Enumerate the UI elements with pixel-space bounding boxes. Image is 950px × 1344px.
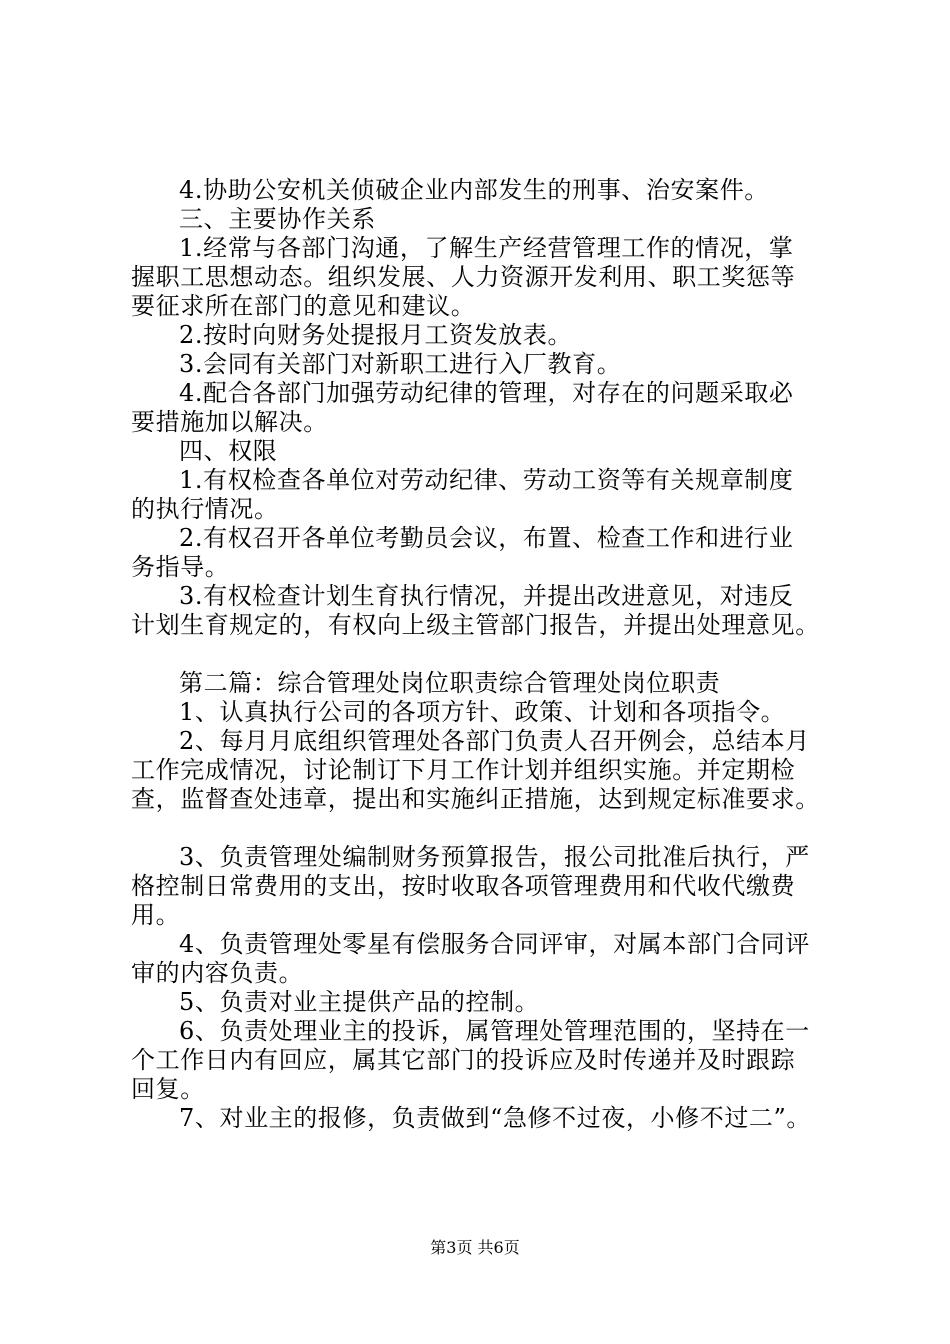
text-line: 2、每月月底组织管理处各部门负责人召开例会，总结本月: [179, 727, 810, 755]
document-body: [131, 176, 851, 1133]
text-line: 2.按时向财务处提报月工资发放表。: [179, 321, 573, 349]
text-line: 的执行情况。: [131, 495, 279, 523]
text-line: 3.有权检查计划生育执行情况，并提出改进意见，对违反: [179, 582, 794, 610]
text-line: 要措施加以解决。: [131, 408, 328, 436]
text-line: 工作完成情况，讨论制订下月工作计划并组织实施。并定期检: [131, 756, 796, 784]
text-line: 计划生育规定的，有权向上级主管部门报告，并提出处理意见。: [131, 611, 820, 639]
text-line: 4.协助公安机关侦破企业内部发生的刑事、治安案件。: [179, 176, 769, 204]
chapter-title: 第二篇：综合管理处岗位职责综合管理处岗位职责: [179, 669, 721, 697]
text-line: 握职工思想动态。组织发展、人力资源开发利用、职工奖惩等: [131, 263, 796, 291]
text-line: 1、认真执行公司的各项方针、政策、计划和各项指令。: [179, 698, 786, 726]
text-line: 务指导。: [131, 553, 230, 581]
text-line: 查，监督查处违章，提出和实施纠正措施，达到规定标准要求。: [131, 785, 820, 813]
paragraph-gap: [131, 814, 851, 843]
text-line: 3.会同有关部门对新职工进行入厂教育。: [179, 350, 622, 378]
text-line: 要征求所在部门的意见和建议。: [131, 292, 476, 320]
text-line: 审的内容负责。: [131, 959, 304, 987]
text-line: 个工作日内有回应，属其它部门的投诉应及时传递并及时跟踪: [131, 1046, 796, 1074]
text-line: 6、负责处理业主的投诉，属管理处管理范围的，坚持在一: [179, 1017, 810, 1045]
text-line: 1.经常与各部门沟通，了解生产经营管理工作的情况，掌: [179, 234, 794, 262]
text-line: 4.配合各部门加强劳动纪律的管理，对存在的问题采取必: [179, 379, 794, 407]
text-line: 1.有权检查各单位对劳动纪律、劳动工资等有关规章制度: [179, 466, 794, 494]
paragraph-gap: [131, 640, 851, 669]
text-line: 5、负责对业主提供产品的控制。: [179, 988, 540, 1016]
section-heading: 四、权限: [179, 437, 278, 465]
text-line: 7、对业主的报修，负责做到“急修不过夜，小修不过二”。: [179, 1104, 812, 1132]
text-line: 格控制日常费用的支出，按时收取各项管理费用和代收代缴费: [131, 872, 796, 900]
text-line: 用。: [131, 901, 181, 929]
text-line: 4、负责管理处零星有偿服务合同评审，对属本部门合同评: [179, 930, 810, 958]
text-line: 3、负责管理处编制财务预算报告，报公司批准后执行，严: [179, 843, 810, 871]
page-number-footer: 第3页 共6页: [430, 1238, 520, 1257]
section-heading: 三、主要协作关系: [179, 205, 376, 233]
text-line: 2.有权召开各单位考勤员会议，布置、检查工作和进行业: [179, 524, 794, 552]
text-line: 回复。: [131, 1075, 205, 1103]
